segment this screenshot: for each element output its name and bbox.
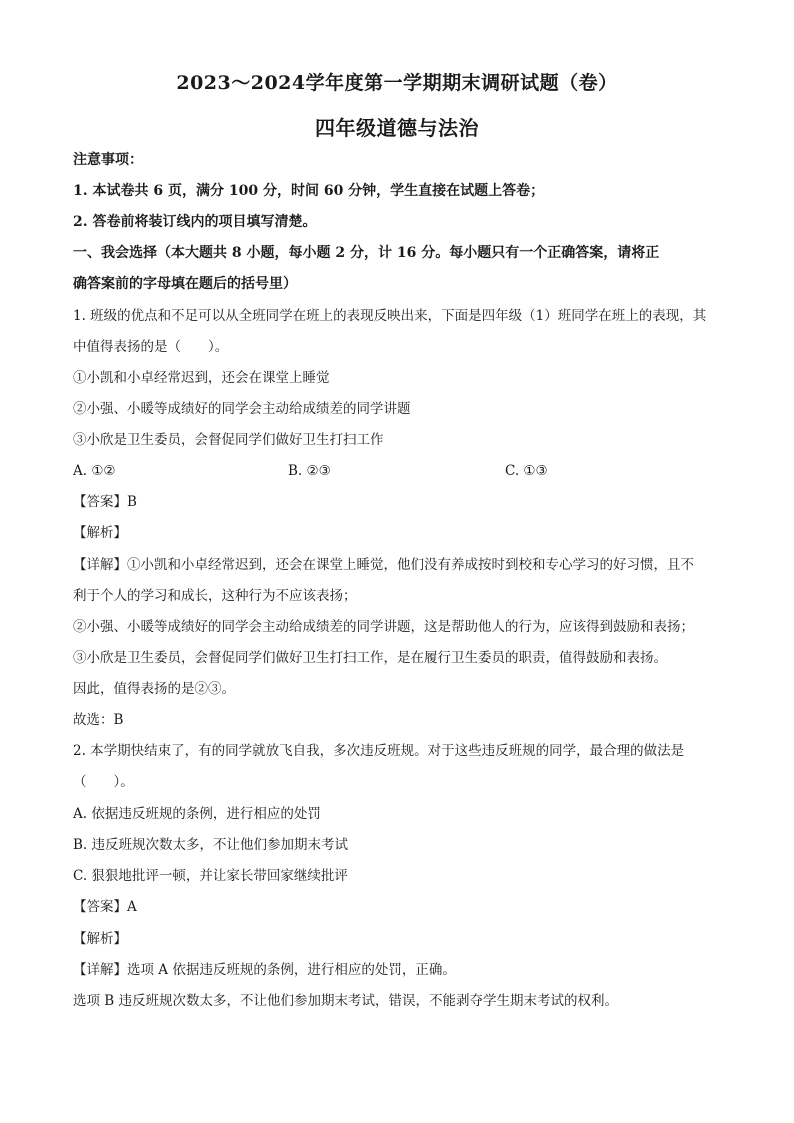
q1-option-c: C. ①③ [505, 463, 548, 479]
q1-detail-line-2: 利于个人的学习和成长，这种行为不应该表扬； [73, 588, 357, 604]
q2-analysis-label: 【解析】 [73, 931, 127, 947]
q1-choice: 故选：B [73, 712, 124, 728]
q2-option-b: B. 违反班规次数太多，不让他们参加期末考试 [73, 837, 349, 853]
section-heading-line-2: 确答案前的字母填在题后的括号里） [73, 276, 297, 292]
q2-detail-line-2: 选项 B 违反班规次数太多，不让他们参加期末考试，错误，不能剥夺学生期末考试的权利。 [73, 993, 619, 1009]
q1-statement-1: ①小凯和小卓经常迟到，还会在课堂上睡觉 [73, 370, 330, 386]
q2-stem-line-1: 2. 本学期快结束了，有的同学就放飞自我，多次违反班规。对于这些违反班规的同学，最合理的做法是 [73, 743, 685, 759]
exam-subtitle: 四年级道德与法治 [315, 116, 479, 140]
notice-item-2: 2. 答卷前将装订线内的项目填写清楚。 [73, 214, 317, 230]
q1-statement-3: ③小欣是卫生委员，会督促同学们做好卫生打扫工作 [73, 432, 384, 448]
notice-heading: 注意事项： [73, 152, 143, 168]
q2-detail-line-1: 【详解】选项 A 依据违反班规的条例，进行相应的处罚，正确。 [73, 962, 456, 978]
q1-detail-line-1: 【详解】①小凯和小卓经常迟到，还会在课堂上睡觉，他们没有养成按时到校和专心学习的好习惯，且不 [73, 557, 694, 573]
q1-option-a: A. ①② [73, 463, 116, 479]
q1-stem-line-2: 中值得表扬的是（ ）。 [73, 339, 229, 355]
section-heading-line-1: 一、我会选择（本大题共 8 小题，每小题 2 分，计 16 分。每小题只有一个正确答案，请将正 [73, 245, 660, 261]
exam-title: 2023～2024学年度第一学期期末调研试题（卷） [176, 72, 618, 94]
q1-answer: 【答案】B [73, 494, 137, 510]
q1-analysis-label: 【解析】 [73, 525, 127, 541]
q2-option-a: A. 依据违反班规的条例，进行相应的处罚 [73, 806, 321, 822]
q1-option-b: B. ②③ [288, 463, 331, 479]
q1-detail-line-3: ②小强、小暖等成绩好的同学会主动给成绩差的同学讲题，这是帮助他人的行为，应该得到鼓励和表扬； [73, 619, 694, 635]
q1-detail-line-4: ③小欣是卫生委员，会督促同学们做好卫生打扫工作，是在履行卫生委员的职责，值得鼓励和表扬。 [73, 650, 667, 666]
q2-stem-line-2: （ ）。 [73, 774, 134, 790]
q2-answer: 【答案】A [73, 899, 137, 915]
q2-option-c: C. 狠狠地批评一顿，并让家长带回家继续批评 [73, 868, 348, 884]
q1-stem-line-1: 1. 班级的优点和不足可以从全班同学在班上的表现反映出来，下面是四年级（1）班同学在班上的表现，其 [73, 308, 707, 324]
notice-item-1: 1. 本试卷共 6 页，满分 100 分，时间 60 分钟，学生直接在试题上答卷； [73, 183, 545, 199]
q1-statement-2: ②小强、小暖等成绩好的同学会主动给成绩差的同学讲题 [73, 401, 411, 417]
q1-conclusion: 因此，值得表扬的是②③。 [73, 681, 235, 697]
